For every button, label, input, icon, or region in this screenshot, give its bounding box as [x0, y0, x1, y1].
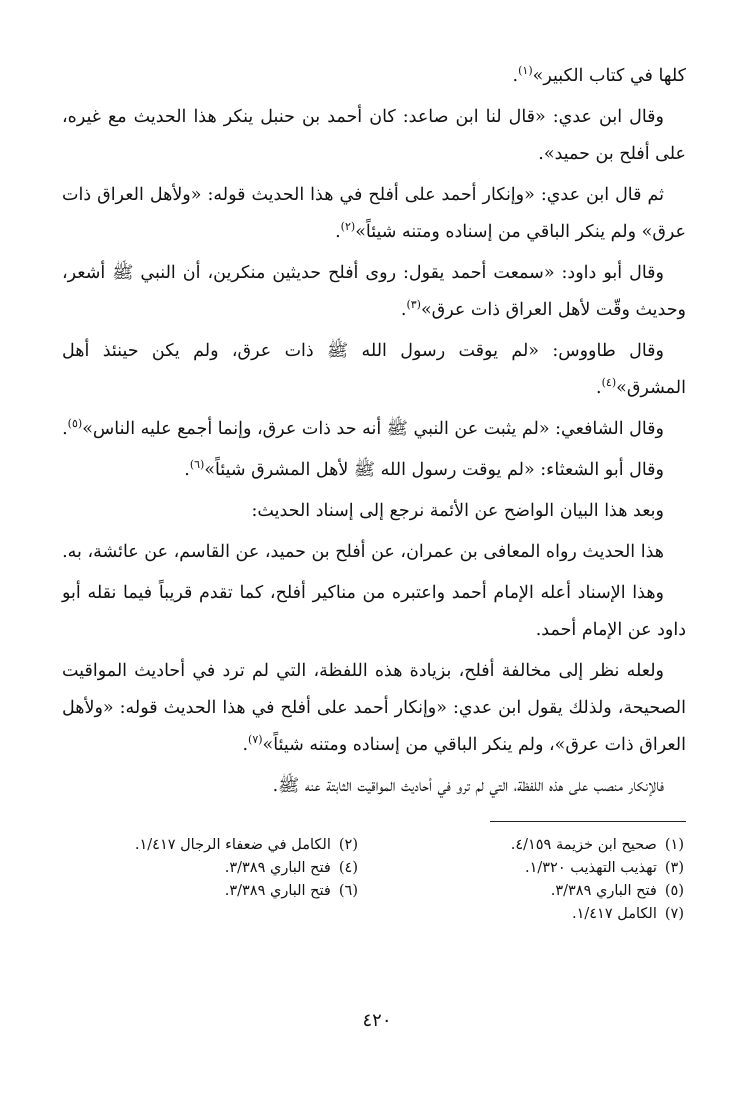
footnote-ref: (٣)	[406, 298, 421, 312]
footnote-separator	[490, 821, 686, 822]
footnote-ref: (٤)	[601, 376, 617, 390]
paragraph: وقال ابن عدي: «قال لنا ابن صاعد: كان أحمد بن حنبل ينكر هذا الحديث مع غيره، على أفلح بن حميد».	[62, 107, 686, 164]
footnote: (١)صحيح ابن خزيمة ٤/١٥٩.	[510, 837, 684, 853]
footnote: (٤)فتح الباري ٣/٣٨٩.	[224, 860, 358, 876]
paragraph: وقال أبو داود: «سمعت أحمد يقول: روى أفلح حديثين منكرين، أن النبي ﷺ أشعر، وحديث وقّت لأهل العراق ذات عرق»$^{(٣)}$.	[62, 263, 686, 320]
paragraph: فالإنكار منصب على هذه اللفظة، التي لم ترو في أحاديث المواقيت الثابتة عنه ﷺ.	[272, 776, 664, 796]
paragraph: كلها في كتاب الكبير»$^{(١)}$.	[512, 64, 686, 86]
paragraph: ثم قال ابن عدي: «وإنكار أحمد على أفلح في هذا الحديث قوله: «ولأهل العراق ذات عرق» ولم ينكر الباقي من إسناده ومتنه شيئاً»$^{(٢)}$.	[62, 185, 686, 242]
footnote: (٢)الكامل في ضعفاء الرجال ١/٤١٧.	[134, 837, 358, 853]
paragraph: وهذا الإسناد أعله الإمام أحمد واعتبره من مناكير أفلح، كما تقدم قريباً فيما نقله أبو داود عن الإمام أحمد.	[62, 583, 686, 640]
footnote: (٦)فتح الباري ٣/٣٨٩.	[224, 883, 358, 899]
paragraph: وقال أبو الشعثاء: «لم يوقت رسول الله ﷺ لأهل المشرق شيئاً»$^{(٦)}$.	[184, 458, 664, 480]
footnote-ref: (٦)	[189, 458, 205, 472]
paragraph: ولعله نظر إلى مخالفة أفلح، بزيادة هذه اللفظة، التي لم ترد في أحاديث المواقيت الصحيحة، ولذلك يقول ابن عدي: «وإنكار أحمد على أفلح في هذا الحديث قوله: «ولأهل العراق ذات عرق»، ولم ينكر الباقي من إسناده ومتنه شيئاً»$^{(٧)}$.	[62, 661, 686, 755]
footnotes	[62, 834, 686, 926]
footnote: (٣)تهذيب التهذيب ١/٣٢٠.	[524, 860, 684, 876]
footnote-ref: (١)	[518, 64, 533, 78]
footnote-ref: (٧)	[248, 733, 263, 747]
main-text	[62, 58, 686, 805]
paragraph: هذا الحديث رواه المعافى بن عمران، عن أفلح بن حميد، عن القاسم، عن عائشة، به.	[62, 542, 664, 562]
footnote-ref: (٢)	[340, 220, 356, 234]
paragraph: وقال الشافعي: «لم يثبت عن النبي ﷺ أنه حد ذات عرق، وإنما أجمع عليه الناس»$^{(٥)}$.	[62, 417, 664, 439]
footnote: (٧)الكامل ١/٤١٧.	[571, 906, 684, 922]
footnote-ref: (٥)	[67, 417, 83, 431]
paragraph: وقال طاووس: «لم يوقت رسول الله ﷺ ذات عرق، ولم يكن حينئذ أهل المشرق»$^{(٤)}$.	[62, 341, 686, 398]
paragraph: وبعد هذا البيان الواضح عن الأئمة نرجع إلى إسناد الحديث:	[251, 501, 664, 521]
footnote: (٥)فتح الباري ٣/٣٨٩.	[550, 883, 684, 899]
page-number: ٤٢٠	[362, 1010, 392, 1031]
